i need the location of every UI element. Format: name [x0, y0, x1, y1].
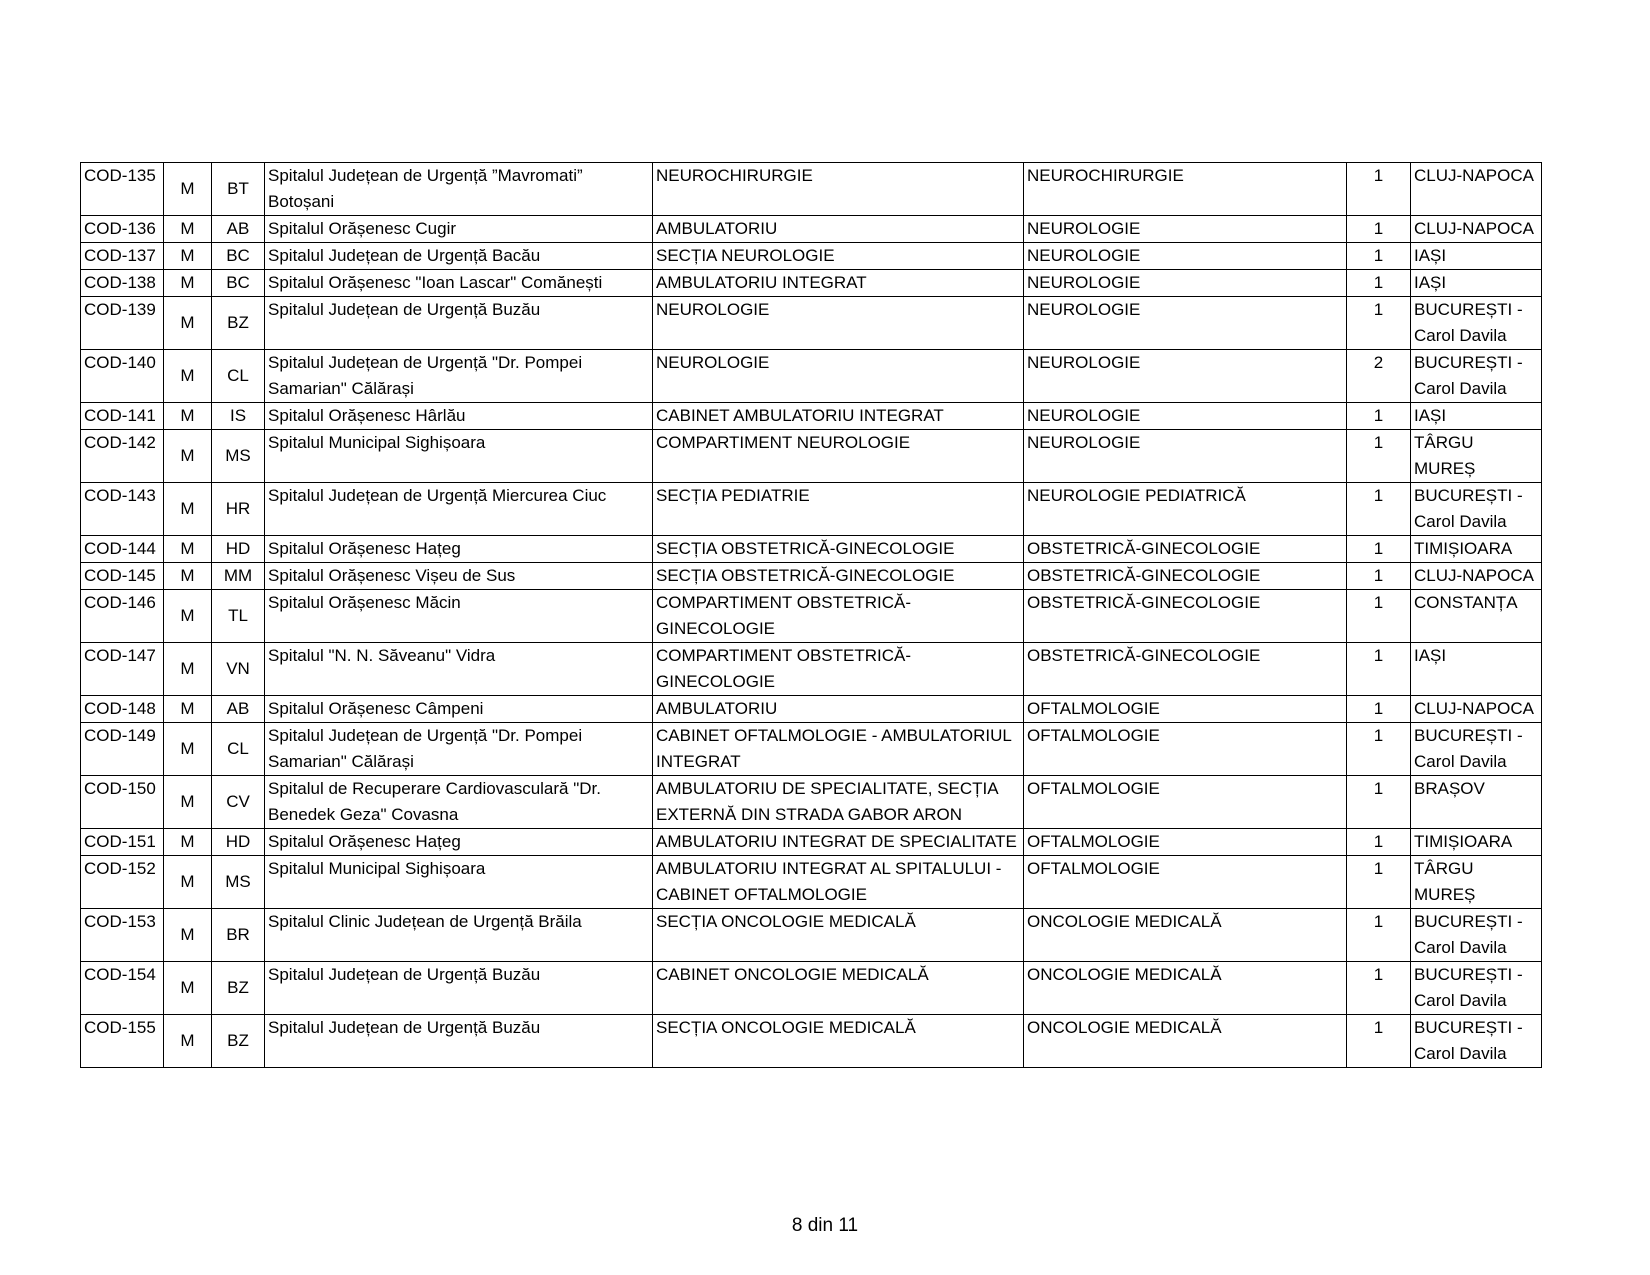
cell-county: BR: [212, 909, 265, 962]
cell-code: COD-152: [81, 856, 164, 909]
cell-center: TÂRGU MUREȘ: [1411, 856, 1542, 909]
cell-positions: 1: [1347, 962, 1411, 1015]
cell-positions: 1: [1347, 216, 1411, 243]
cell-type: M: [164, 243, 212, 270]
cell-center: TÂRGU MUREȘ: [1411, 430, 1542, 483]
cell-department: NEUROLOGIE: [653, 297, 1024, 350]
positions-table: [80, 162, 1542, 1068]
cell-type: M: [164, 962, 212, 1015]
cell-type: M: [164, 829, 212, 856]
cell-county: VN: [212, 643, 265, 696]
cell-hospital: Spitalul de Recuperare Cardiovasculară "Dr. Benedek Geza" Covasna: [265, 776, 653, 829]
cell-specialty: NEUROCHIRURGIE: [1024, 163, 1347, 216]
table-row: [81, 696, 1542, 723]
cell-positions: 1: [1347, 163, 1411, 216]
cell-department: SECȚIA NEUROLOGIE: [653, 243, 1024, 270]
cell-department: COMPARTIMENT NEUROLOGIE: [653, 430, 1024, 483]
cell-positions: 1: [1347, 297, 1411, 350]
cell-type: M: [164, 403, 212, 430]
cell-department: CABINET OFTALMOLOGIE - AMBULATORIUL INTEGRAT: [653, 723, 1024, 776]
cell-specialty: NEUROLOGIE: [1024, 270, 1347, 297]
cell-hospital: Spitalul Județean de Urgență "Dr. Pompei Samarian" Călărași: [265, 350, 653, 403]
cell-county: HD: [212, 536, 265, 563]
cell-center: CLUJ-NAPOCA: [1411, 696, 1542, 723]
table-row: [81, 776, 1542, 829]
cell-specialty: OBSTETRICĂ-GINECOLOGIE: [1024, 536, 1347, 563]
cell-positions: 1: [1347, 270, 1411, 297]
cell-center: CONSTANȚA: [1411, 590, 1542, 643]
cell-code: COD-148: [81, 696, 164, 723]
cell-positions: 1: [1347, 909, 1411, 962]
cell-code: COD-143: [81, 483, 164, 536]
cell-specialty: ONCOLOGIE MEDICALĂ: [1024, 1015, 1347, 1068]
cell-specialty: OFTALMOLOGIE: [1024, 776, 1347, 829]
cell-hospital: Spitalul Orășenesc Hârlău: [265, 403, 653, 430]
table-row: [81, 350, 1542, 403]
cell-type: M: [164, 270, 212, 297]
table-row: [81, 163, 1542, 216]
cell-department: COMPARTIMENT OBSTETRICĂ-GINECOLOGIE: [653, 643, 1024, 696]
cell-specialty: NEUROLOGIE: [1024, 403, 1347, 430]
cell-positions: 1: [1347, 590, 1411, 643]
table-row: [81, 962, 1542, 1015]
cell-hospital: Spitalul Orășenesc Hațeg: [265, 536, 653, 563]
cell-code: COD-136: [81, 216, 164, 243]
cell-department: AMBULATORIU INTEGRAT: [653, 270, 1024, 297]
cell-hospital: Spitalul Municipal Sighișoara: [265, 430, 653, 483]
cell-specialty: ONCOLOGIE MEDICALĂ: [1024, 962, 1347, 1015]
cell-department: AMBULATORIU: [653, 216, 1024, 243]
cell-center: IAȘI: [1411, 643, 1542, 696]
cell-department: NEUROCHIRURGIE: [653, 163, 1024, 216]
cell-county: BZ: [212, 1015, 265, 1068]
cell-county: MS: [212, 430, 265, 483]
cell-type: M: [164, 163, 212, 216]
cell-code: COD-135: [81, 163, 164, 216]
table-row: [81, 563, 1542, 590]
cell-county: BZ: [212, 962, 265, 1015]
cell-code: COD-146: [81, 590, 164, 643]
cell-department: SECȚIA ONCOLOGIE MEDICALĂ: [653, 1015, 1024, 1068]
cell-center: IAȘI: [1411, 243, 1542, 270]
cell-center: TIMIȘIOARA: [1411, 536, 1542, 563]
cell-positions: 1: [1347, 563, 1411, 590]
cell-specialty: NEUROLOGIE: [1024, 216, 1347, 243]
cell-center: CLUJ-NAPOCA: [1411, 563, 1542, 590]
table-row: [81, 1015, 1542, 1068]
cell-hospital: Spitalul "N. N. Săveanu" Vidra: [265, 643, 653, 696]
cell-hospital: Spitalul Orășenesc Hațeg: [265, 829, 653, 856]
table-row: [81, 643, 1542, 696]
cell-county: BT: [212, 163, 265, 216]
cell-type: M: [164, 696, 212, 723]
cell-county: HD: [212, 829, 265, 856]
cell-code: COD-138: [81, 270, 164, 297]
table-row: [81, 483, 1542, 536]
cell-type: M: [164, 536, 212, 563]
cell-department: CABINET AMBULATORIU INTEGRAT: [653, 403, 1024, 430]
cell-positions: 1: [1347, 829, 1411, 856]
cell-type: M: [164, 1015, 212, 1068]
cell-code: COD-153: [81, 909, 164, 962]
cell-county: IS: [212, 403, 265, 430]
cell-center: BUCUREȘTI - Carol Davila: [1411, 909, 1542, 962]
cell-department: AMBULATORIU INTEGRAT DE SPECIALITATE: [653, 829, 1024, 856]
cell-county: MM: [212, 563, 265, 590]
cell-positions: 1: [1347, 483, 1411, 536]
cell-code: COD-139: [81, 297, 164, 350]
cell-positions: 1: [1347, 536, 1411, 563]
cell-type: M: [164, 350, 212, 403]
cell-hospital: Spitalul Clinic Județean de Urgență Brăila: [265, 909, 653, 962]
cell-positions: 1: [1347, 403, 1411, 430]
table-row: [81, 856, 1542, 909]
cell-positions: 1: [1347, 696, 1411, 723]
table-row: [81, 430, 1542, 483]
cell-hospital: Spitalul Orășenesc Câmpeni: [265, 696, 653, 723]
cell-specialty: OFTALMOLOGIE: [1024, 723, 1347, 776]
table-body: [81, 163, 1542, 1068]
cell-type: M: [164, 430, 212, 483]
cell-type: M: [164, 216, 212, 243]
cell-center: IAȘI: [1411, 270, 1542, 297]
cell-department: AMBULATORIU INTEGRAT AL SPITALULUI - CABINET OFTALMOLOGIE: [653, 856, 1024, 909]
cell-department: COMPARTIMENT OBSTETRICĂ-GINECOLOGIE: [653, 590, 1024, 643]
cell-hospital: Spitalul Orășenesc "Ioan Lascar" Comănești: [265, 270, 653, 297]
cell-center: BUCUREȘTI - Carol Davila: [1411, 297, 1542, 350]
table-row: [81, 723, 1542, 776]
cell-center: BUCUREȘTI - Carol Davila: [1411, 723, 1542, 776]
cell-code: COD-142: [81, 430, 164, 483]
cell-code: COD-147: [81, 643, 164, 696]
cell-department: CABINET ONCOLOGIE MEDICALĂ: [653, 962, 1024, 1015]
cell-code: COD-150: [81, 776, 164, 829]
cell-specialty: OFTALMOLOGIE: [1024, 856, 1347, 909]
cell-center: BRAȘOV: [1411, 776, 1542, 829]
table-row: [81, 297, 1542, 350]
table-row: [81, 216, 1542, 243]
table-row: [81, 590, 1542, 643]
cell-hospital: Spitalul Orășenesc Cugir: [265, 216, 653, 243]
table-row: [81, 909, 1542, 962]
cell-department: SECȚIA OBSTETRICĂ-GINECOLOGIE: [653, 563, 1024, 590]
cell-center: BUCUREȘTI - Carol Davila: [1411, 483, 1542, 536]
cell-positions: 1: [1347, 723, 1411, 776]
cell-positions: 1: [1347, 1015, 1411, 1068]
cell-hospital: Spitalul Județean de Urgență ”Mavromati” Botoșani: [265, 163, 653, 216]
cell-center: BUCUREȘTI - Carol Davila: [1411, 350, 1542, 403]
cell-code: COD-144: [81, 536, 164, 563]
table-row: [81, 270, 1542, 297]
cell-type: M: [164, 856, 212, 909]
cell-specialty: OFTALMOLOGIE: [1024, 829, 1347, 856]
cell-center: CLUJ-NAPOCA: [1411, 216, 1542, 243]
cell-code: COD-141: [81, 403, 164, 430]
page-number: 8 din 11: [791, 1215, 859, 1236]
cell-specialty: OFTALMOLOGIE: [1024, 696, 1347, 723]
table-row: [81, 829, 1542, 856]
cell-county: BC: [212, 270, 265, 297]
cell-specialty: ONCOLOGIE MEDICALĂ: [1024, 909, 1347, 962]
cell-type: M: [164, 909, 212, 962]
cell-type: M: [164, 776, 212, 829]
cell-specialty: OBSTETRICĂ-GINECOLOGIE: [1024, 643, 1347, 696]
cell-type: M: [164, 563, 212, 590]
cell-code: COD-140: [81, 350, 164, 403]
cell-code: COD-149: [81, 723, 164, 776]
cell-department: SECȚIA ONCOLOGIE MEDICALĂ: [653, 909, 1024, 962]
cell-specialty: NEUROLOGIE: [1024, 430, 1347, 483]
cell-code: COD-145: [81, 563, 164, 590]
cell-positions: 1: [1347, 643, 1411, 696]
cell-department: AMBULATORIU DE SPECIALITATE, SECȚIA EXTERNĂ DIN STRADA GABOR ARON: [653, 776, 1024, 829]
cell-county: CL: [212, 723, 265, 776]
cell-specialty: NEUROLOGIE: [1024, 243, 1347, 270]
cell-department: SECȚIA OBSTETRICĂ-GINECOLOGIE: [653, 536, 1024, 563]
table-row: [81, 403, 1542, 430]
cell-center: IAȘI: [1411, 403, 1542, 430]
cell-county: HR: [212, 483, 265, 536]
cell-county: AB: [212, 696, 265, 723]
cell-hospital: Spitalul Județean de Urgență Bacău: [265, 243, 653, 270]
cell-department: AMBULATORIU: [653, 696, 1024, 723]
cell-positions: 1: [1347, 776, 1411, 829]
cell-hospital: Spitalul Județean de Urgență Buzău: [265, 962, 653, 1015]
cell-county: CV: [212, 776, 265, 829]
cell-specialty: OBSTETRICĂ-GINECOLOGIE: [1024, 590, 1347, 643]
cell-type: M: [164, 483, 212, 536]
cell-department: NEUROLOGIE: [653, 350, 1024, 403]
cell-positions: 1: [1347, 430, 1411, 483]
cell-positions: 2: [1347, 350, 1411, 403]
cell-center: BUCUREȘTI - Carol Davila: [1411, 962, 1542, 1015]
cell-type: M: [164, 643, 212, 696]
cell-hospital: Spitalul Județean de Urgență "Dr. Pompei Samarian" Călărași: [265, 723, 653, 776]
cell-code: COD-151: [81, 829, 164, 856]
cell-type: M: [164, 590, 212, 643]
cell-department: SECȚIA PEDIATRIE: [653, 483, 1024, 536]
cell-positions: 1: [1347, 243, 1411, 270]
cell-county: BC: [212, 243, 265, 270]
cell-positions: 1: [1347, 856, 1411, 909]
cell-hospital: Spitalul Județean de Urgență Buzău: [265, 297, 653, 350]
cell-type: M: [164, 723, 212, 776]
cell-code: COD-155: [81, 1015, 164, 1068]
cell-county: TL: [212, 590, 265, 643]
cell-county: AB: [212, 216, 265, 243]
table-row: [81, 536, 1542, 563]
table-row: [81, 243, 1542, 270]
cell-specialty: NEUROLOGIE: [1024, 297, 1347, 350]
cell-specialty: NEUROLOGIE PEDIATRICĂ: [1024, 483, 1347, 536]
cell-hospital: Spitalul Județean de Urgență Miercurea Ciuc: [265, 483, 653, 536]
cell-county: MS: [212, 856, 265, 909]
cell-hospital: Spitalul Județean de Urgență Buzău: [265, 1015, 653, 1068]
cell-center: TIMIȘIOARA: [1411, 829, 1542, 856]
cell-center: CLUJ-NAPOCA: [1411, 163, 1542, 216]
cell-code: COD-154: [81, 962, 164, 1015]
cell-type: M: [164, 297, 212, 350]
cell-hospital: Spitalul Orășenesc Vișeu de Sus: [265, 563, 653, 590]
cell-county: BZ: [212, 297, 265, 350]
cell-hospital: Spitalul Orășenesc Măcin: [265, 590, 653, 643]
cell-specialty: OBSTETRICĂ-GINECOLOGIE: [1024, 563, 1347, 590]
cell-center: BUCUREȘTI - Carol Davila: [1411, 1015, 1542, 1068]
cell-county: CL: [212, 350, 265, 403]
cell-specialty: NEUROLOGIE: [1024, 350, 1347, 403]
cell-code: COD-137: [81, 243, 164, 270]
cell-hospital: Spitalul Municipal Sighișoara: [265, 856, 653, 909]
